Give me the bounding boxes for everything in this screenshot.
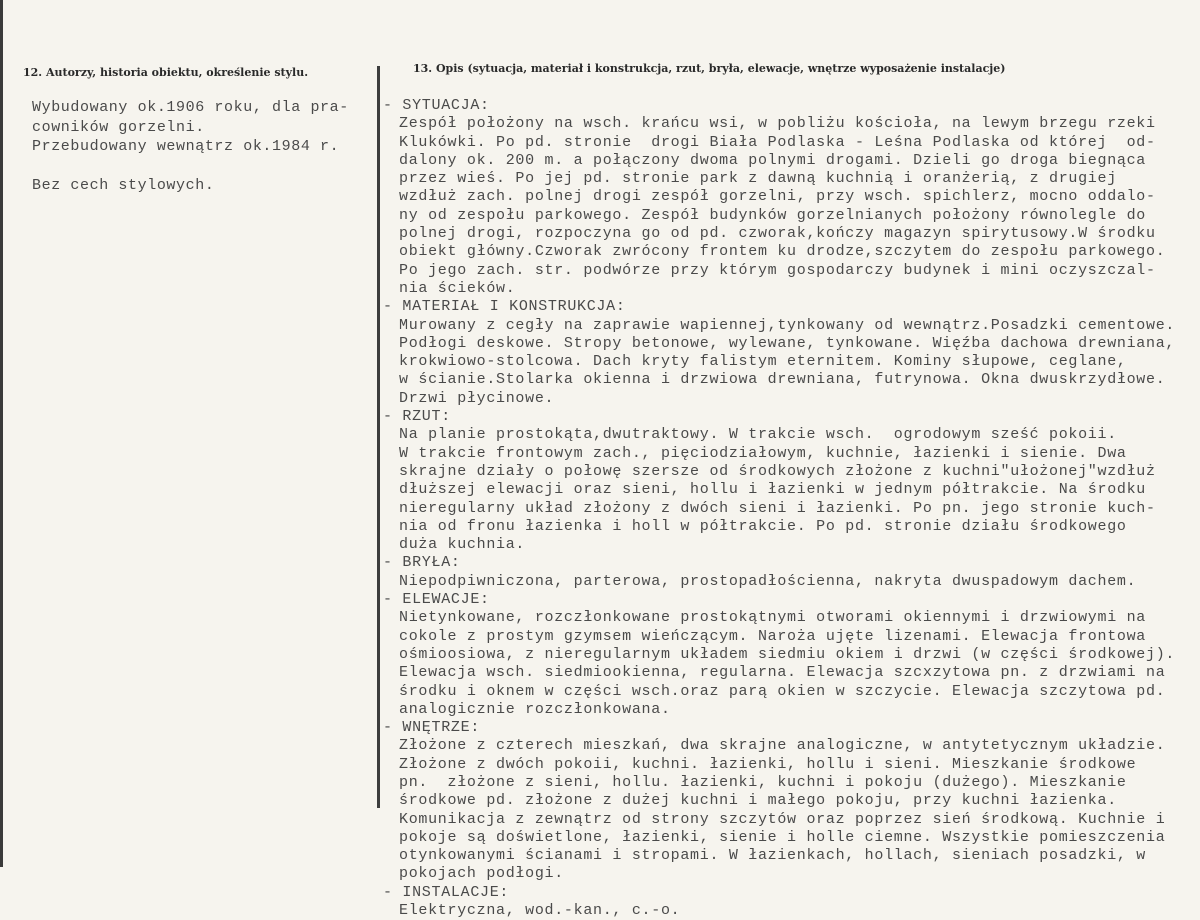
text-line: dłuższej elewacji oraz sieni, hollu i łazienki w jednym półtrakcie. Na środku bbox=[399, 481, 1147, 499]
paragraph-gap bbox=[32, 157, 372, 177]
text-line: Podłogi deskowe. Stropy betonowe, wylewane, tynkowane. Więźba dachowa drewniana, bbox=[399, 334, 1176, 352]
text-line: ny od zespołu parkowego. Zespół budynków gorzelnianych położony równolegle do bbox=[399, 206, 1147, 224]
section-title: - RZUT: bbox=[383, 408, 451, 426]
section-title: - MATERIAŁ I KONSTRUKCJA: bbox=[383, 298, 626, 316]
text-line: Niepodpiwniczona, parterowa, prostopadłościenna, nakryta dwuspadowym dachem. bbox=[399, 572, 1137, 590]
description-section bbox=[383, 298, 1195, 408]
text-line: Zespół położony na wsch. krańcu wsi, w pobliżu kościoła, na lewym brzegu rzeki bbox=[399, 115, 1156, 133]
text-line: Komunikacja z zewnątrz od strony szczytów oraz poprzez sień środkową. Kuchnie i bbox=[399, 810, 1166, 828]
description-section bbox=[383, 591, 1195, 719]
section-body bbox=[383, 426, 1195, 554]
section-body bbox=[383, 317, 1195, 408]
text-line: ośmioosiowa, z nieregularnym układem siedmiu okiem i drzwi (w części środkowej). bbox=[399, 645, 1176, 663]
text-line: Na planie prostokąta,dwutraktowy. W trakcie wsch. ogrodowym sześć pokoii. bbox=[399, 426, 1117, 444]
section-12-header: 12. Autorzy, historia obiektu, określenie stylu. bbox=[23, 66, 309, 79]
text-line: cowników gorzelni. bbox=[32, 118, 205, 136]
text-line: pokojach podłogi. bbox=[399, 865, 564, 883]
text-line: środku i oknem w części wsch.oraz parą okien w szczycie. Elewacja szczytowa pd. bbox=[399, 682, 1166, 700]
text-line: w ścianie.Stolarka okienna i drzwiowa drewniana, futrynowa. Okna dwuskrzydłowe. bbox=[399, 371, 1166, 389]
section-body bbox=[383, 115, 1195, 298]
section-title: - BRYŁA: bbox=[383, 554, 461, 572]
section-body bbox=[383, 573, 1195, 591]
section-body bbox=[383, 902, 1195, 920]
text-line: pn. złożone z sieni, hollu. łazienki, kuchni i pokoju (dużego). Mieszkanie bbox=[399, 773, 1127, 791]
text-line: duża kuchnia. bbox=[399, 536, 526, 554]
column-divider bbox=[377, 66, 380, 808]
text-line: Złożone z czterech mieszkań, dwa skrajne analogiczne, w antytetycznym układzie. bbox=[399, 737, 1166, 755]
text-line: środkowe pd. złożone z dużej kuchni i małego pokoju, przy kuchni łazienka. bbox=[399, 792, 1117, 810]
description-section bbox=[383, 554, 1195, 591]
text-line: W trakcie frontowym zach., pięciodziałowym, kuchnie, łazienki i sienie. Dwa bbox=[399, 444, 1127, 462]
description-section bbox=[383, 97, 1195, 298]
text-line: Klukówki. Po pd. stronie drogi Biała Podlaska - Leśna Podlaska od której od- bbox=[399, 133, 1156, 151]
text-line: Bez cech stylowych. bbox=[32, 177, 215, 194]
text-line: Złożone z dwóch pokoii, kuchni. łazienki, hollu i sieni. Mieszkanie środkowe bbox=[399, 755, 1137, 773]
section-body bbox=[383, 609, 1195, 719]
text-line: nia od fronu łazienka i holl w półtrakcie. Po pd. stronie działu środkowego bbox=[399, 517, 1127, 535]
section-title: - INSTALACJE: bbox=[383, 883, 510, 901]
text-line: przez wieś. Po jej pd. stronie park z dawną kuchnią i oranżerią, z drugiej bbox=[399, 170, 1117, 188]
text-line: pokoje są doświetlone, łazienki, sienie i holle ciemne. Wszystkie pomieszczenia bbox=[399, 828, 1166, 846]
text-line: nieregularny układ złożony z dwóch sieni i łazienki. Po pn. jego stronie kuch- bbox=[399, 499, 1156, 517]
text-line: Elektryczna, wod.-kan., c.-o. bbox=[399, 902, 681, 920]
text-line: Nietynkowane, rozczłonkowane prostokątnymi otworami okiennymi i drzwiowymi na bbox=[399, 609, 1147, 627]
text-line: Murowany z cegły na zaprawie wapiennej,tynkowany od wewnątrz.Posadzki cementowe. bbox=[399, 316, 1176, 334]
text-line: wzdłuż zach. polnej drogi zespół gorzelni, przy wsch. spichlerz, mocno oddalo- bbox=[399, 188, 1156, 206]
text-line: Wybudowany ok.1906 roku, dla pra- bbox=[32, 99, 349, 116]
description-section bbox=[383, 884, 1195, 920]
section-title: - SYTUACJA: bbox=[383, 97, 490, 114]
text-line: analogicznie rozczłonkowana. bbox=[399, 700, 671, 718]
section-body bbox=[383, 737, 1195, 883]
section-title: - ELEWACJE: bbox=[383, 591, 490, 609]
text-line: cokole z prostym gzymsem wieńczącym. Naroża ujęte lizenami. Elewacja frontowa bbox=[399, 627, 1147, 645]
page-edge bbox=[0, 0, 3, 867]
text-line: nia ścieków. bbox=[399, 279, 516, 297]
section-title: - WNĘTRZE: bbox=[383, 719, 481, 737]
section-13-header: 13. Opis (sytuacja, materiał i konstrukcja, rzut, bryła, elewacje, wnętrze wyposażenie instalacje) bbox=[413, 62, 1006, 75]
text-line: polnej drogi, rozpoczyna go od pd. czworak,kończy magazyn spirytusowy.W środku bbox=[399, 225, 1156, 243]
text-line: skrajne działy o połowę szersze od środkowych złożone z kuchni"ułożonej"wzdłuż bbox=[399, 462, 1156, 480]
description-section bbox=[383, 719, 1195, 884]
text-line: dalony ok. 200 m. a połączony dwoma polnymi drogami. Dzieli go droga biegnąca bbox=[399, 151, 1147, 169]
description-text bbox=[383, 97, 1195, 920]
text-line: krokwiowo-stolcowa. Dach kryty falistym eternitem. Kominy słupowe, ceglane, bbox=[399, 353, 1127, 371]
history-text bbox=[32, 98, 372, 196]
text-line: Elewacja wsch. siedmiookienna, regularna. Elewacja szcxzytowa pn. z drzwiami na bbox=[399, 664, 1166, 682]
description-section bbox=[383, 408, 1195, 554]
text-line: Przebudowany wewnątrz ok.1984 r. bbox=[32, 138, 340, 155]
text-line: otynkowanymi ścianami i stropami. W łazienkach, hollach, sieniach posadzki, w bbox=[399, 847, 1147, 865]
text-line: Drzwi płycinowe. bbox=[399, 389, 555, 407]
text-line: Po jego zach. str. podwórze przy którym gospodarczy budynek i mini oczyszczal- bbox=[399, 261, 1156, 279]
text-line: obiekt główny.Czworak zwrócony frontem ku drodze,szczytem do zespołu parkowego. bbox=[399, 243, 1166, 261]
